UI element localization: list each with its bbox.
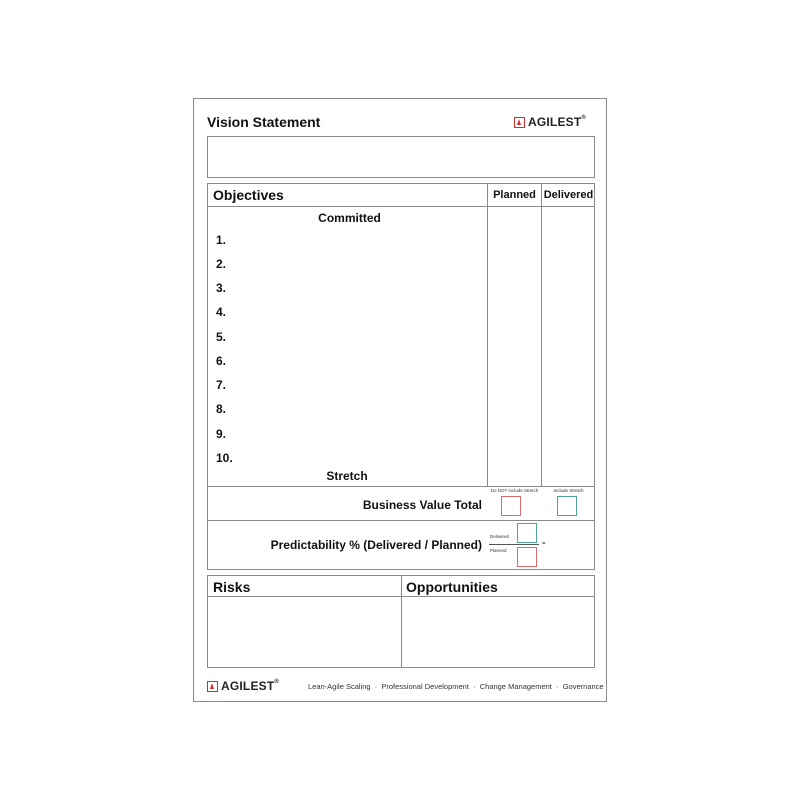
delivered-value-box[interactable] xyxy=(557,496,577,516)
vision-statement-field[interactable] xyxy=(207,136,595,178)
header-logo xyxy=(514,115,586,129)
agilest-logo-icon xyxy=(207,681,218,692)
business-value-divider xyxy=(207,486,595,487)
risks-field[interactable] xyxy=(208,597,400,667)
delivered-column-divider xyxy=(541,183,542,486)
planned-column-divider xyxy=(487,183,488,486)
objective-number: 2. xyxy=(216,257,227,271)
planned-column-header: Planned xyxy=(493,189,536,201)
planned-stretch-note: Do NOT include Stretch xyxy=(490,488,539,493)
vision-statement-title: Vision Statement xyxy=(207,114,321,130)
objective-number: 5. xyxy=(216,330,227,344)
delivered-column-header: Delivered xyxy=(543,189,594,201)
opportunities-header: Opportunities xyxy=(406,579,498,595)
objective-number: 7. xyxy=(216,378,227,392)
planned-value-box[interactable] xyxy=(501,496,521,516)
objective-number: 10. xyxy=(216,451,233,465)
objectives-header: Objectives xyxy=(213,187,284,203)
objective-number: 9. xyxy=(216,427,227,441)
objective-number: 6. xyxy=(216,354,227,368)
predictability-planned-box[interactable] xyxy=(517,547,537,567)
objective-number: 1. xyxy=(216,233,227,247)
business-value-label: Business Value Total xyxy=(362,498,482,512)
delivered-stretch-note: Include Stretch xyxy=(553,488,584,493)
predictability-delivered-box[interactable] xyxy=(517,523,537,543)
predictability-planned-label: Planned xyxy=(490,548,507,553)
objectives-header-divider xyxy=(207,206,595,207)
stretch-label: Stretch xyxy=(326,469,368,483)
pi-objectives-card xyxy=(193,98,607,702)
predictability-delivered-label: Delivered xyxy=(490,534,510,539)
risks-header: Risks xyxy=(213,579,251,595)
equals-sign: = xyxy=(542,541,546,547)
header-logo-text: AGILEST® xyxy=(528,115,587,129)
objective-number: 3. xyxy=(216,281,227,295)
fraction-line xyxy=(489,544,539,545)
objective-number: 4. xyxy=(216,305,227,319)
predictability-label: Predictability % (Delivered / Planned) xyxy=(270,538,482,552)
footer-tagline: Lean-Agile Scaling · Professional Development · Change Management · Governance xyxy=(308,682,604,691)
objective-number: 8. xyxy=(216,402,227,416)
footer-logo xyxy=(207,679,279,693)
agilest-logo-icon xyxy=(514,117,525,128)
opportunities-field[interactable] xyxy=(402,597,594,667)
predictability-divider xyxy=(207,520,595,521)
committed-label: Committed xyxy=(318,211,381,225)
footer-logo-text: AGILEST® xyxy=(221,679,280,693)
